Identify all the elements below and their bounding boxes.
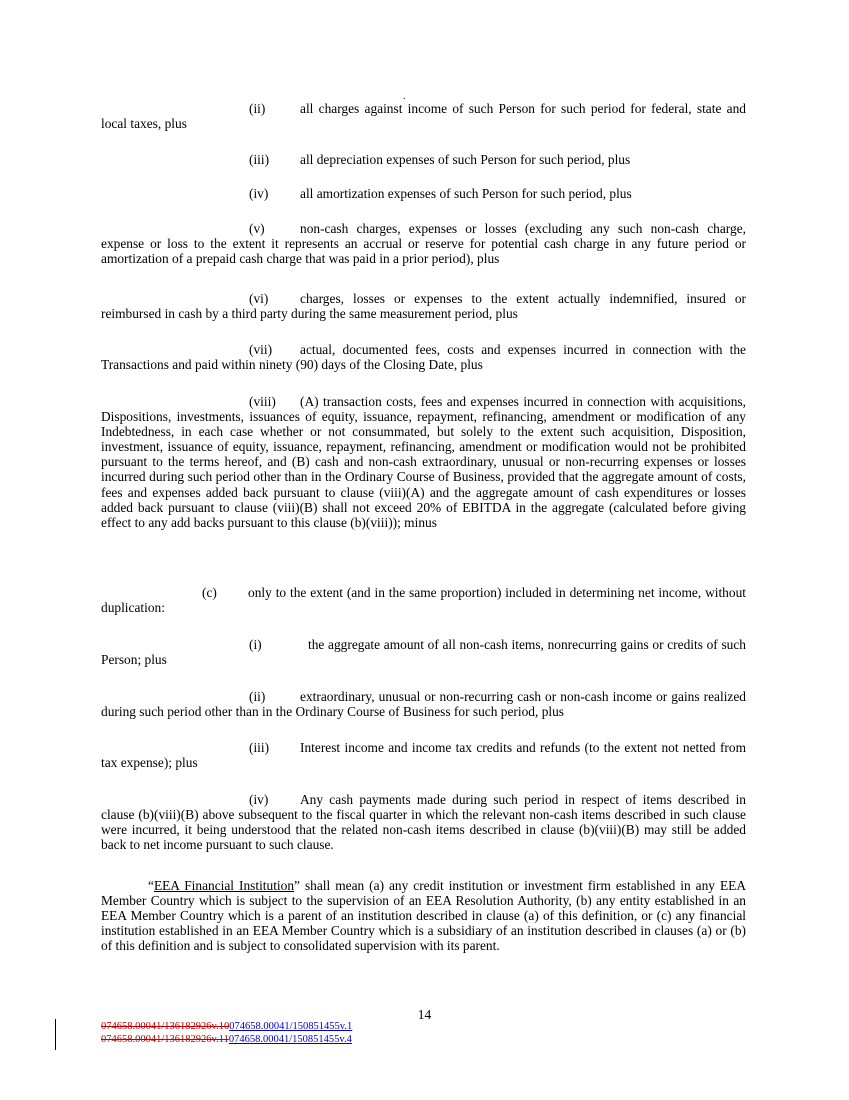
change-bar [55, 1019, 56, 1050]
footer-docid-line-2 [101, 1034, 352, 1046]
clause-iv-amortization: (iv) all amortization expenses of such Person for such period, plus [249, 186, 632, 201]
clause-c-iii-interest-income: (iii) Interest income and income tax credits and refunds (to the extent not netted from tax expense); plus [101, 740, 746, 771]
clause-c-ii-extraordinary: (ii) extraordinary, unusual or non-recurring cash or non-cash income or gains realized during such period other than in the Ordinary Course of Business for such period, plus [101, 689, 746, 720]
defined-term: EEA Financial Institution [153, 878, 295, 893]
clause-v-noncash: (v) non-cash charges, expenses or losses (excluding any such non-cash charge, expense or loss to the extent it represents an accrual or reserve for potential cash charge in any future period or amortization of a prepaid cash charge that was paid in a prior period), plus [101, 221, 746, 267]
clause-vi-indemnified: (vi) charges, losses or expenses to the extent actually indemnified, insured or reimbursed in cash by a third party during the same measurement period, plus [101, 291, 746, 322]
clause-ii-taxes: (ii) all charges against income of such Person for such period for federal, state and local taxes, plus [101, 101, 746, 132]
clause-iii-depreciation: (iii) all depreciation expenses of such Person for such period, plus [249, 152, 631, 167]
clause-c-iv-cash-payments: (iv) Any cash payments made during such period in respect of items described in clause (b)(viii)(B) above subsequent to the fiscal quarter in which the relevant non-cash items described in such clause were incurred, it being understood that the related non-cash items described in clause (b)(viii)(B) may still be added back to net income pursuant to such clause. [101, 792, 746, 853]
clause-c-net-income: (c) only to the extent (and in the same proportion) included in determining net income, without duplication: [101, 585, 746, 616]
deleted-docid-1: 074658.00041/136182926v.10 [101, 1021, 230, 1032]
top-mark: . [403, 91, 406, 102]
inserted-docid-1: 074658.00041/150851455v.1 [229, 1021, 353, 1032]
clause-viii-transaction-costs: (viii) (A) transaction costs, fees and expenses incurred in connection with acquisitions, Dispositions, investments, issuances of equity, issuance, repayment, refinancing, amendment or modification of any Indebtedness, in each case whether or not consummated, but solely to the extent such acquisition, Disposition, investment, issuance of equity, issuance, repayment, refinancing, amendment or modification would not be prohibited pursuant to the terms hereof, and (B) cash and non-cash extraordinary, unusual or non-recurring expenses or losses incurred during such period other than in the Ordinary Course of Business, provided that the aggregate amount of costs, fees and expenses added back pursuant to clause (viii)(A) and the aggregate amount of cash expenditures or losses added back pursuant to clause (viii)(B) shall not exceed 20% of EBITDA in the aggregate (calculated before giving effect to any add backs pursuant to this clause (b)(viii)); minus [101, 394, 746, 530]
deleted-docid-2: 074658.00041/136182926v.11 [101, 1034, 229, 1045]
inserted-docid-2: 074658.00041/150851455v.4 [228, 1034, 352, 1045]
page-number: 14 [417, 1007, 432, 1022]
clause-c-i-noncash-items: (i) the aggregate amount of all non-cash items, nonrecurring gains or credits of such Person; plus [101, 637, 746, 668]
footer-docid-line-1 [101, 1021, 352, 1033]
clause-vii-fees: (vii) actual, documented fees, costs and expenses incurred in connection with the Transactions and paid within ninety (90) days of the Closing Date, plus [101, 342, 746, 373]
definition-eea-financial-institution: “EEA Financial Institution” shall mean (a) any credit institution or investment firm established in any EEA Member Country which is subject to the supervision of an EEA Resolution Authority, (b) any entity established in an EEA Member Country which is a parent of an institution described in clause (a) of this definition, or (c) any financial institution established in an EEA Member Country which is a subsidiary of an institution described in clauses (a) or (b) of this definition and is subject to consolidated supervision with its parent. [101, 878, 746, 954]
